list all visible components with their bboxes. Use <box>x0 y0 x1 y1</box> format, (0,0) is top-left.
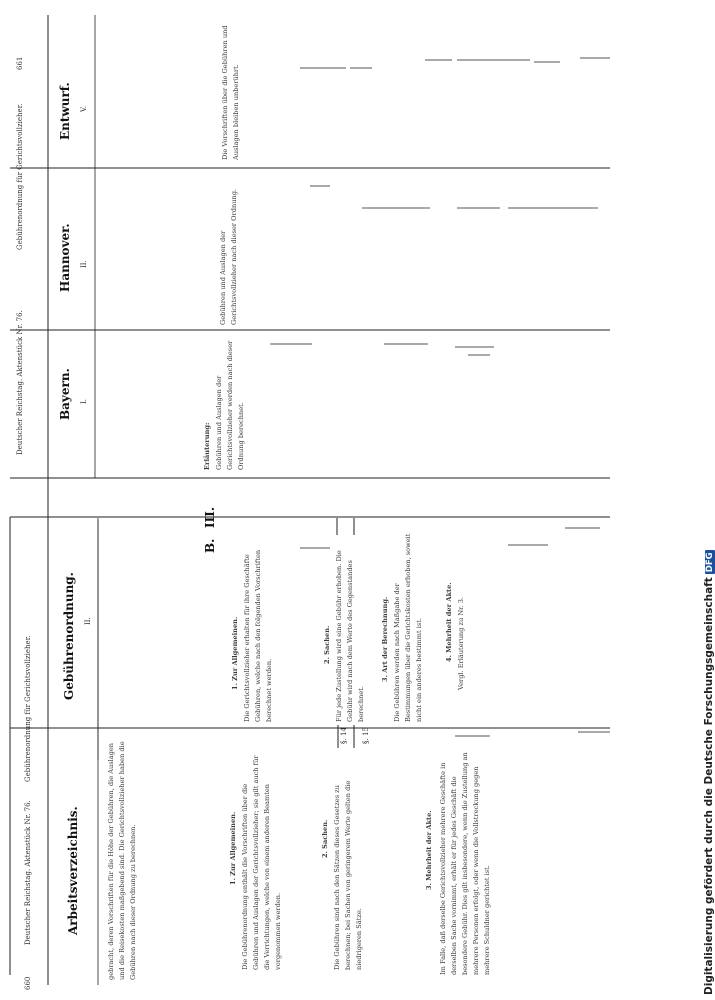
bayern-note-text: Gebühren und Auslagen der Gerichtsvollzieher werden nach dieser Ordnung berechnet. <box>215 340 245 470</box>
col2-section-3-title: 3. Art der Berechnung. <box>381 596 389 682</box>
col2-number: II. <box>84 617 92 625</box>
col2-section-4-text: Vergl. Erläuterung zu Nr. 3. <box>457 597 465 690</box>
col1-section-3-title: 3. Mehrheit der Akte. <box>425 810 433 890</box>
hannover-heading: Hannover. <box>58 223 72 292</box>
page-number-left: 660 <box>24 976 32 990</box>
col2-section-1-title: 1. Zur Allgemeinen. <box>231 616 239 690</box>
col1-heading: Arbeitsverzeichnis. <box>66 806 80 935</box>
col2-section-1-text: Die Gerichtsvollzieher erhalten für ihre Geschäfte Gebühren, welche nach den folgenden Vorschriften berechnet werden. <box>243 549 273 722</box>
col1-section-1-title: 1. Zur Allgemeinen. <box>229 811 237 885</box>
entwurf-heading: Entwurf. <box>58 82 72 140</box>
col1-section-3-text: Im Falle, daß derselbe Gerichtsvollzieher mehrere Geschäfte in derselben Sache vornimmt, erhält er für jedes Geschäft die besondere Gebühr. Dies gilt insbesondere, wenn die Zustellung an mehrere Personen erfolgt, oder wenn die Vollstreckung gegen mehrere Schuldner gerichtet ist. <box>439 752 491 975</box>
margin-mark-1: §. 14 <box>340 727 348 744</box>
running-title-left: Deutscher Reichstag. Aktenstück Nr. 76. <box>24 800 32 945</box>
entwurf-note-text: Die Vorschriften über die Gebühren und Auslagen bleiben unberührt. <box>221 25 240 160</box>
tally-marks <box>270 58 610 736</box>
page-number-right: 661 <box>16 56 24 70</box>
bayern-note-title: Erläuterung: <box>203 422 211 470</box>
col1-continuation: gebracht, deren Vorschriften für die Höhe der Gebühren, die Auslagen und die Reisekosten maßgebend sind. Die Gerichtsvollzieher haben die Gebühren nach dieser Ordnung zu berechnen. <box>107 741 137 980</box>
col1-section-2-title: 2. Sachen. <box>321 819 329 858</box>
subtitle-right: Gebührenordnung für Gerichtsvollzieher. <box>16 103 24 250</box>
col-mark-iii: III. <box>203 506 217 528</box>
hannover-number: II. <box>80 260 88 268</box>
entwurf-number: V. <box>80 105 88 112</box>
dfg-banner-label: Digitalisierung gefördert durch die Deutsche Forschungsgemeinschaft <box>703 577 715 995</box>
running-title-right: Deutscher Reichstag. Aktenstück Nr. 76. <box>16 310 24 455</box>
col2-section-4-title: 4. Mehrheit der Akte. <box>445 582 453 662</box>
dfg-banner-text <box>703 550 715 995</box>
col2-section-2-title: 2. Sachen. <box>323 625 331 664</box>
col-mark-b: B. <box>203 538 217 553</box>
col2-section-3-text: Die Gebühren werden nach Maßgabe der Bestimmungen über die Gerichtskosten erhoben, soweit nicht ein anderes bestimmt ist. <box>393 533 423 722</box>
hannover-note-text: Gebühren und Auslagen der Gerichtsvollzieher nach dieser Ordnung. <box>219 188 238 325</box>
col2-section-2-text: Für jede Zustellung wird eine Gebühr erhoben. Die Gebühr wird nach dem Werte des Gegenstandes berechnet. <box>335 550 365 722</box>
col1-section-1-text: Die Gebührenordnung enthält die Vorschriften über die Gebühren und Auslagen der Gerichtsvollzieher; sie gilt auch für die Verrichtungen, welche von einem anderen Beamten vorgenommen werden. <box>241 755 282 970</box>
bayern-number: I. <box>80 399 88 404</box>
subtitle-left: Gebührenordnung für Gerichtsvollzieher. <box>24 635 32 782</box>
bayern-heading: Bayern. <box>58 368 72 420</box>
dfg-logo: DFG <box>705 552 715 573</box>
col1-section-2-text: Die Gebühren sind nach den Sätzen dieses Gesetzes zu berechnen; bei Sachen von geringerem Werte gelten die niedrigeren Sätze. <box>333 780 363 970</box>
margin-mark-2: §. 15 <box>362 727 370 744</box>
col2-heading: Gebührenordnung. <box>62 572 76 700</box>
